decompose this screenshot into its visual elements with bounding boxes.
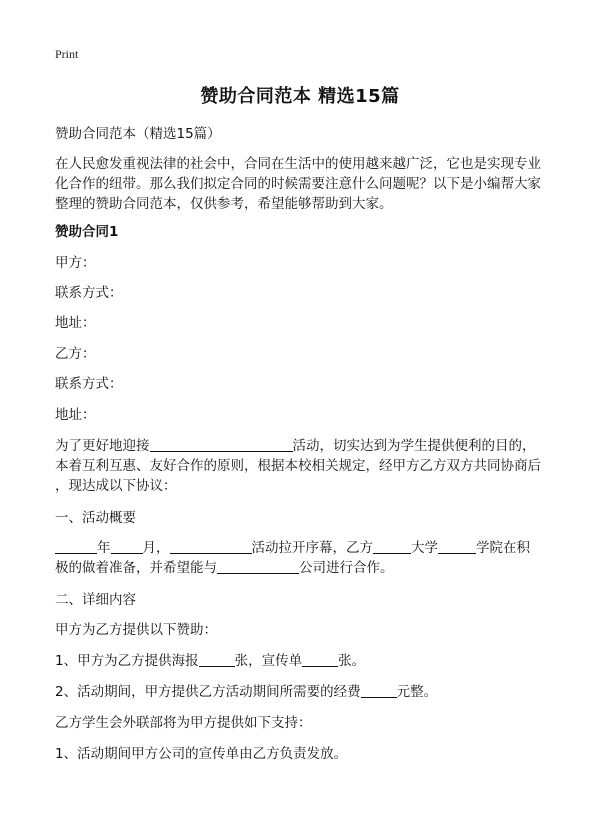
month-label: 月， <box>142 540 170 556</box>
flyer-count-blank <box>302 652 338 667</box>
party-b-label: 乙方： <box>55 346 96 362</box>
contact-b-label: 联系方式： <box>55 376 123 392</box>
item1-mid: 张，宣传单 <box>234 653 303 669</box>
overview-line-1 <box>55 536 530 556</box>
document-title: 赞助合同范本 精选15篇 <box>200 86 400 107</box>
overview-line2-post: 公司进行合作。 <box>299 560 394 576</box>
company-blank <box>217 559 299 574</box>
intro-line-2: 化合作的纽带。那么我们拟定合同的时候需要注意什么问题呢？以下是小编帮大家 <box>55 176 541 192</box>
poster-count-blank <box>199 652 235 667</box>
print-label: Print <box>55 47 79 61</box>
intro-line-3: 整理的赞助合同范本，仅供参考，希望能够帮助到大家。 <box>55 196 393 212</box>
funding-blank <box>361 683 397 698</box>
support-item-1: 1、活动期间甲方公司的宣传单由乙方负责发放。 <box>55 746 348 762</box>
item2-post: 元整。 <box>396 684 438 700</box>
launch-text: 活动拉开序幕，乙方 <box>251 540 373 556</box>
item-2 <box>55 680 437 700</box>
purpose-line-3: ，现达成以下协议： <box>55 478 177 494</box>
purpose-line-1 <box>55 434 536 454</box>
purpose-line-2: 本着互利互惠、友好合作的原则，根据本校相关规定，经甲方乙方双方共同协商后 <box>55 458 541 474</box>
support-intro: 乙方学生会外联部将为甲方提供如下支持： <box>55 715 312 731</box>
university-label: 大学 <box>411 540 438 556</box>
activity-blank <box>170 539 252 554</box>
college-label: 学院在积 <box>476 540 530 556</box>
purpose-pre: 为了更好地迎接 <box>55 438 150 454</box>
overview-heading: 一、活动概要 <box>55 510 136 526</box>
college-blank <box>438 539 476 554</box>
item-1 <box>55 649 365 669</box>
month-blank <box>111 539 143 554</box>
details-heading: 二、详细内容 <box>55 592 136 608</box>
item1-post: 张。 <box>338 653 366 669</box>
overview-line-2 <box>55 556 394 576</box>
section1-heading: 赞助合同1 <box>55 224 119 240</box>
address-a-label: 地址： <box>55 315 96 331</box>
contact-a-label: 联系方式： <box>55 285 123 301</box>
year-blank <box>55 539 97 554</box>
year-label: 年 <box>97 540 111 556</box>
provide-intro: 甲方为乙方提供以下赞助： <box>55 622 217 638</box>
party-a-label: 甲方： <box>55 255 96 271</box>
purpose-post: 活动，切实达到为学生提供便利的目的， <box>292 438 536 454</box>
overview-line2-pre: 极的做着准备，并希望能与 <box>55 560 217 576</box>
address-b-label: 地址： <box>55 407 96 423</box>
document-subtitle: 赞助合同范本（精选15篇） <box>55 126 221 142</box>
intro-line-1: 在人民愈发重视法律的社会中，合同在生活中的使用越来越广泛，它也是实现专业 <box>55 156 541 172</box>
item2-pre: 2、活动期间，甲方提供乙方活动期间所需要的经费 <box>55 684 361 700</box>
item1-pre: 1、甲方为乙方提供海报 <box>55 653 199 669</box>
university-blank <box>373 539 411 554</box>
activity-name-blank <box>150 437 293 452</box>
